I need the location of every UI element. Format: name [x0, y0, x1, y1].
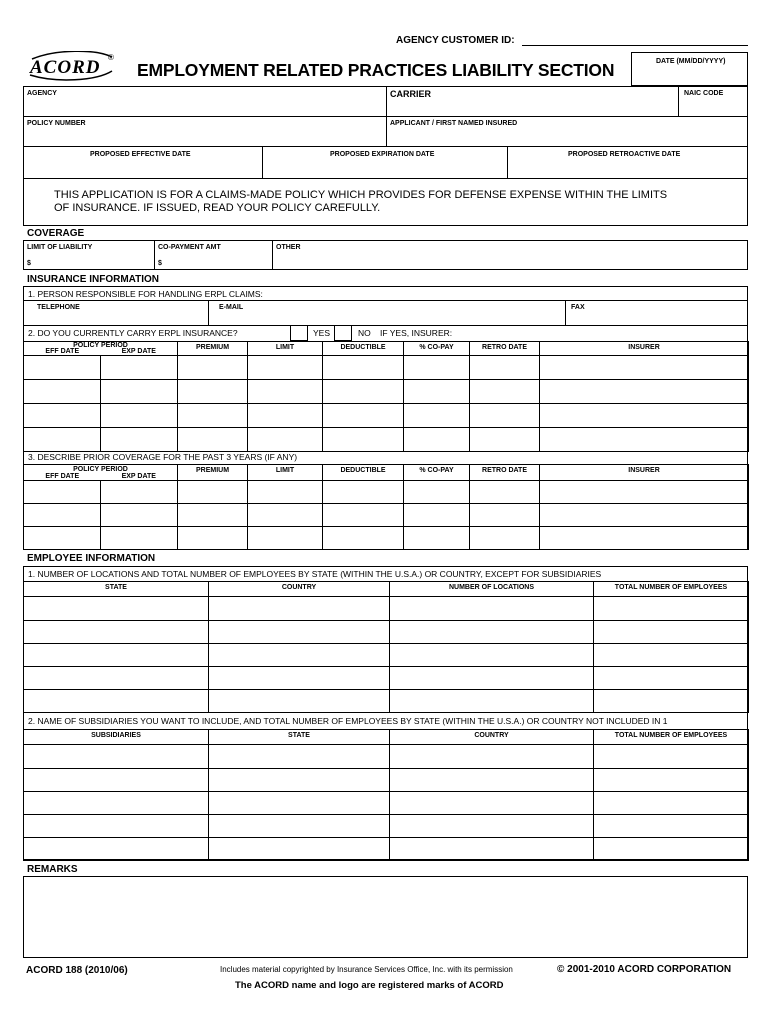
limit-header: LIMIT [248, 342, 323, 356]
remarks-section-title: REMARKS [27, 864, 78, 875]
table-row[interactable] [24, 838, 749, 861]
copay-header: % CO-PAY [404, 465, 470, 481]
country-header: COUNTRY [209, 582, 390, 597]
table-row[interactable] [24, 428, 749, 452]
no-label: NO [358, 328, 371, 338]
table-row[interactable] [24, 404, 749, 428]
table-row[interactable] [24, 481, 749, 504]
copyright: © 2001-2010 ACORD CORPORATION [557, 964, 732, 975]
subsidiaries-table [23, 729, 749, 861]
table-row[interactable] [24, 667, 749, 690]
copayment-amt-label[interactable]: CO-PAYMENT AMT [158, 244, 221, 251]
form-id: ACORD 188 (2010/06) [26, 965, 128, 976]
insurer-header: INSURER [540, 342, 749, 356]
acord-logo-text: ACORD [30, 57, 101, 78]
applicant-field-label[interactable]: APPLICANT / FIRST NAMED INSURED [390, 120, 518, 127]
table-row[interactable] [24, 815, 749, 838]
insurer-header: INSURER [540, 465, 749, 481]
no-checkbox[interactable] [334, 325, 352, 341]
employee-section-title: EMPLOYEE INFORMATION [27, 553, 156, 564]
copay-header: % CO-PAY [404, 342, 470, 356]
registered-mark: ® [108, 53, 114, 62]
state-header: STATE [209, 730, 390, 745]
agency-customer-id-field[interactable] [522, 45, 748, 46]
table-row[interactable] [24, 504, 749, 527]
current-coverage-table [23, 341, 749, 452]
eff-date-header: EFF DATE [45, 348, 80, 355]
state-header: STATE [24, 582, 209, 597]
subsidiaries-question: 2. NAME OF SUBSIDIARIES YOU WANT TO INCLUDE, AND TOTAL NUMBER OF EMPLOYEES BY STATE (WITHIN THE U.S.A.) OR COUNTRY NOT INCLUDED IN 1 [28, 716, 668, 726]
coverage-section-title: COVERAGE [27, 228, 85, 239]
table-row[interactable] [24, 745, 749, 769]
fax-field-label[interactable]: FAX [571, 304, 585, 311]
date-label: DATE (MM/DD/YYYY) [656, 58, 726, 65]
country-header: COUNTRY [390, 730, 594, 745]
claims-made-notice-line2: OF INSURANCE. IF ISSUED, READ YOUR POLICY CAREFULLY. [54, 202, 381, 214]
yes-label: YES [313, 328, 331, 338]
telephone-field-label[interactable]: TELEPHONE [37, 304, 80, 311]
limit-dollar-sign: $ [27, 260, 31, 267]
coverage-block [23, 240, 748, 270]
claims-made-notice-line1: THIS APPLICATION IS FOR A CLAIMS-MADE POLICY WHICH PROVIDES FOR DEFENSE EXPENSE WITHIN THE LIMITS [54, 189, 668, 201]
acord-logo [26, 51, 116, 81]
table-row[interactable] [24, 644, 749, 667]
deductible-header: DEDUCTIBLE [323, 465, 404, 481]
total-employees-header: TOTAL NUMBER OF EMPLOYEES [594, 730, 749, 745]
currently-carry-question: 2. DO YOU CURRENTLY CARRY ERPL INSURANCE? [28, 328, 238, 338]
agency-field-label[interactable]: AGENCY [27, 90, 57, 97]
agency-customer-id-label: AGENCY CUSTOMER ID: [396, 35, 515, 46]
limit-of-liability-label[interactable]: LIMIT OF LIABILITY [27, 244, 93, 251]
deductible-header: DEDUCTIBLE [323, 342, 404, 356]
premium-header: PREMIUM [178, 465, 248, 481]
yes-checkbox[interactable] [290, 325, 308, 341]
table-row[interactable] [24, 621, 749, 644]
retro-date-header: RETRO DATE [470, 465, 540, 481]
registered-marks-note: The ACORD name and logo are registered marks of ACORD [235, 980, 504, 991]
exp-date-header: EXP DATE [121, 348, 156, 355]
exp-date-header: EXP DATE [121, 473, 156, 480]
page-title: EMPLOYMENT RELATED PRACTICES LIABILITY SECTION [137, 60, 615, 80]
policy-number-field-label[interactable]: POLICY NUMBER [27, 120, 86, 127]
table-row[interactable] [24, 792, 749, 815]
subsidiaries-header: SUBSIDIARIES [24, 730, 209, 745]
retro-date-header: RETRO DATE [470, 342, 540, 356]
premium-header: PREMIUM [178, 342, 248, 356]
prior-coverage-table [23, 464, 749, 550]
table-row[interactable] [24, 769, 749, 792]
locations-question: 1. NUMBER OF LOCATIONS AND TOTAL NUMBER OF EMPLOYEES BY STATE (WITHIN THE U.S.A.) OR COUNTRY, EXCEPT FOR SUBSIDIARIES [28, 569, 602, 579]
table-row[interactable] [24, 380, 749, 404]
table-row[interactable] [24, 527, 749, 550]
table-row[interactable] [24, 597, 749, 621]
table-row[interactable] [24, 356, 749, 380]
insurance-section-title: INSURANCE INFORMATION [27, 274, 160, 285]
expiration-date-field-label[interactable]: PROPOSED EXPIRATION DATE [330, 151, 435, 158]
carrier-field-label[interactable]: CARRIER [390, 89, 432, 99]
prior-coverage-question: 3. DESCRIBE PRIOR COVERAGE FOR THE PAST 3 YEARS (IF ANY) [28, 452, 298, 462]
number-of-locations-header: NUMBER OF LOCATIONS [390, 582, 594, 597]
date-field[interactable] [631, 52, 748, 86]
policy-period-header: POLICY PERIOD [73, 466, 128, 473]
eff-date-header: EFF DATE [45, 473, 80, 480]
table-row[interactable] [24, 690, 749, 713]
other-label[interactable]: OTHER [276, 244, 301, 251]
limit-header: LIMIT [248, 465, 323, 481]
effective-date-field-label[interactable]: PROPOSED EFFECTIVE DATE [90, 151, 191, 158]
policy-period-header: POLICY PERIOD [73, 342, 128, 349]
retroactive-date-field-label[interactable]: PROPOSED RETROACTIVE DATE [568, 151, 681, 158]
if-yes-insurer-label: IF YES, INSURER: [380, 328, 453, 338]
locations-table [23, 581, 749, 713]
naic-code-field-label[interactable]: NAIC CODE [684, 90, 724, 97]
remarks-field[interactable] [23, 876, 748, 958]
erpl-claims-question: 1. PERSON RESPONSIBLE FOR HANDLING ERPL CLAIMS: [28, 289, 263, 299]
total-employees-header: TOTAL NUMBER OF EMPLOYEES [594, 582, 749, 597]
copay-dollar-sign: $ [158, 260, 162, 267]
email-field-label[interactable]: E-MAIL [219, 304, 244, 311]
copyright-note: Includes material copyrighted by Insurance Services Office, Inc. with its permission [220, 965, 513, 974]
